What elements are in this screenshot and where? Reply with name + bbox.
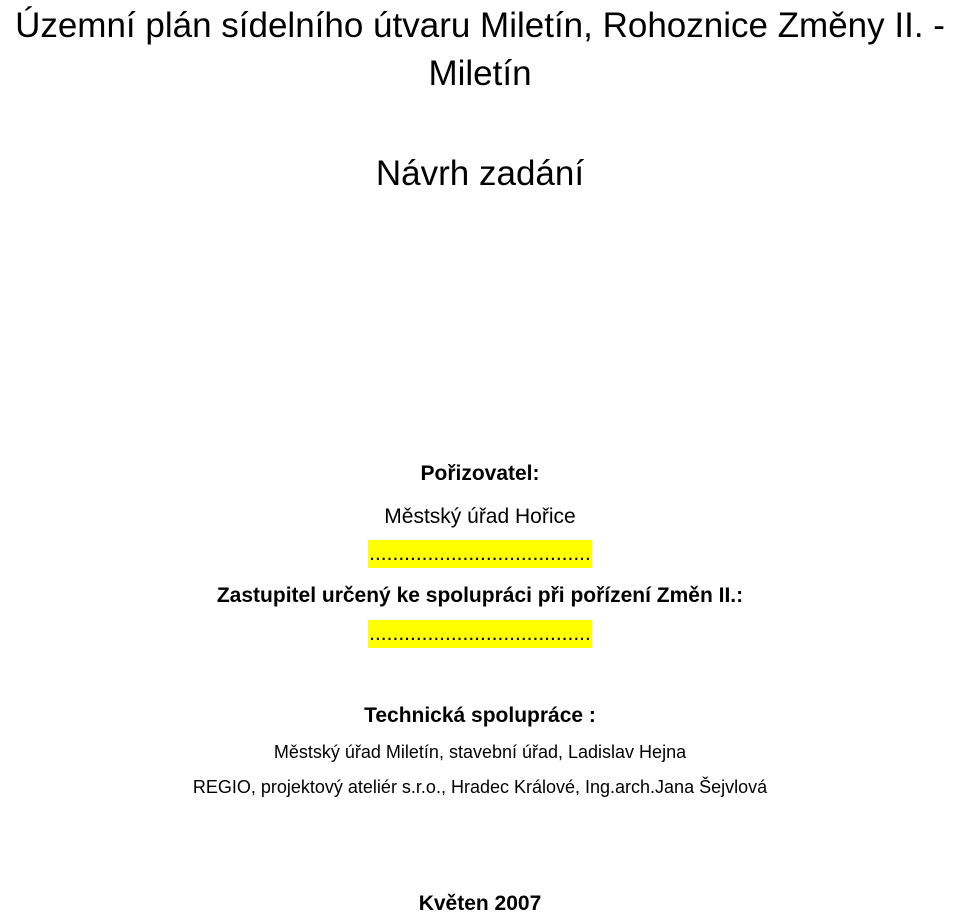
zastupitel-placeholder: ...................................... <box>368 620 592 648</box>
document-title <box>0 2 960 98</box>
porizovatel-value: Městský úřad Hořice <box>384 505 576 528</box>
document-date: Květen 2007 <box>418 892 542 915</box>
zastupitel-label: Zastupitel určený ke spolupráci při pořízení Změn II.: <box>216 584 744 607</box>
technicka-spoluprace-label: Technická spolupráce : <box>364 704 596 727</box>
technicka-spoluprace-line: REGIO, projektový ateliér s.r.o., Hradec Králové, Ing.arch.Jana Šejvlová <box>192 777 768 797</box>
document-title-text: Územní plán sídelního útvaru Miletín, Rohoznice Změny II. - Miletín <box>15 6 945 93</box>
technicka-spoluprace-line: Městský úřad Miletín, stavební úřad, Ladislav Hejna <box>273 742 687 762</box>
document-subtitle: Návrh zadání <box>375 154 585 193</box>
zastupitel-placeholder-row <box>0 620 960 648</box>
porizovatel-label: Pořizovatel: <box>420 462 540 485</box>
porizovatel-placeholder: ...................................... <box>368 540 592 568</box>
porizovatel-placeholder-row <box>0 540 960 568</box>
